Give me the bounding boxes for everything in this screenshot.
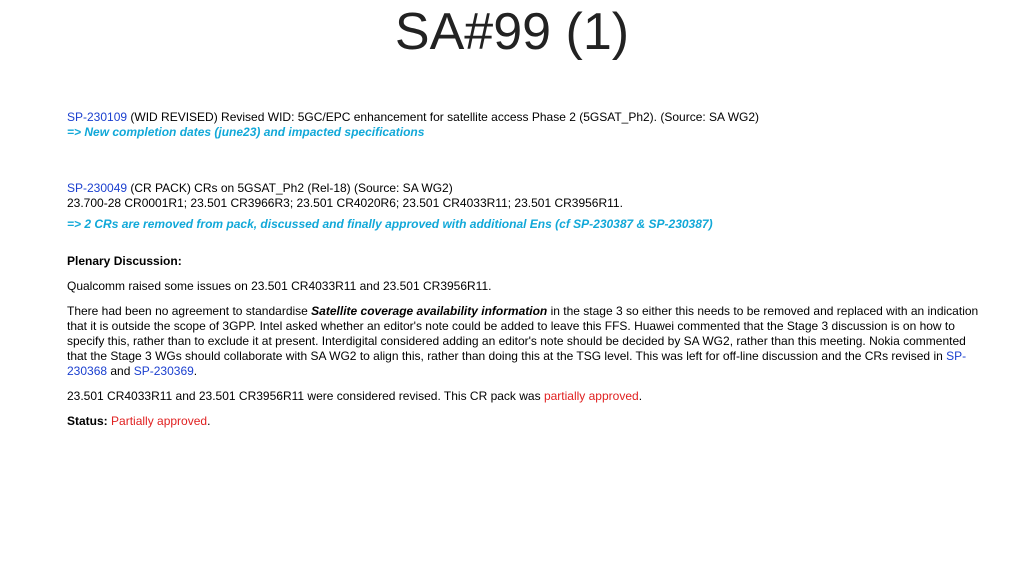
item1-line <box>67 110 987 125</box>
status-line <box>67 414 987 429</box>
sp-230049-link[interactable]: SP-230049 <box>67 181 128 195</box>
p3-partially-approved: partially approved <box>543 389 639 403</box>
item2-crs: 23.700-28 CR0001R1; 23.501 CR3966R3; 23.501 CR4020R6; 23.501 CR4033R11; 23.501 CR3956R11. <box>67 196 623 210</box>
plenary-p2 <box>67 304 987 379</box>
p3-text: 23.501 CR4033R11 and 23.501 CR3956R11 were considered revised. This CR pack was <box>67 389 544 403</box>
p2-text-b: in the stage 3 so either this needs to be removed and replaced with an indication that it is outside the scope of 3GPP. Intel asked whether an editor's note could be added to leave this FFS. Huawei commented that the Stage 3 discussion is on how to specify this, rather than to exclude it at present. Interdigital considered adding an editor's note should be decided by SA WG2, rather than this meeting. Nokia commented that the Stage 3 WGs should collaborate with SA WG2 to align this, rather than doing this at the TSG level. This was left for off-line discussion and the CRs revised in <box>67 304 979 363</box>
item1-text: (WID REVISED) Revised WID: 5GC/EPC enhancement for satellite access Phase 2 (5GSAT_Ph2). (Source: SA WG2) <box>127 110 760 124</box>
p3-end: . <box>638 389 643 403</box>
item2-line <box>67 181 987 196</box>
item1-note: => New completion dates (june23) and impacted specifications <box>67 125 425 139</box>
p2-and: and <box>107 364 134 378</box>
sp-230109-link[interactable]: SP-230109 <box>67 110 128 124</box>
p2-text-a: There had been no agreement to standardise <box>67 304 312 318</box>
plenary-p3 <box>67 389 987 404</box>
status-label: Status: <box>67 414 112 428</box>
status-end: . <box>207 414 211 428</box>
plenary-heading: Plenary Discussion: <box>67 254 182 268</box>
plenary-p1: Qualcomm raised some issues on 23.501 CR4033R11 and 23.501 CR3956R11. <box>67 279 492 293</box>
p2-end: . <box>193 364 198 378</box>
slide-body <box>67 110 987 429</box>
item2-note: => 2 CRs are removed from pack, discussed and finally approved with additional Ens (cf SP-230387 & SP-230387) <box>67 217 713 231</box>
sp-230368-link[interactable]: SP-230368 <box>67 349 967 378</box>
slide-title: SA#99 (1) <box>394 3 630 61</box>
status-value: Partially approved <box>111 414 208 428</box>
item2-text: (CR PACK) CRs on 5GSAT_Ph2 (Rel-18) (Source: SA WG2) <box>127 181 453 195</box>
p2-emphasis: Satellite coverage availability information <box>311 304 548 318</box>
sp-230369-link[interactable]: SP-230369 <box>133 364 194 378</box>
